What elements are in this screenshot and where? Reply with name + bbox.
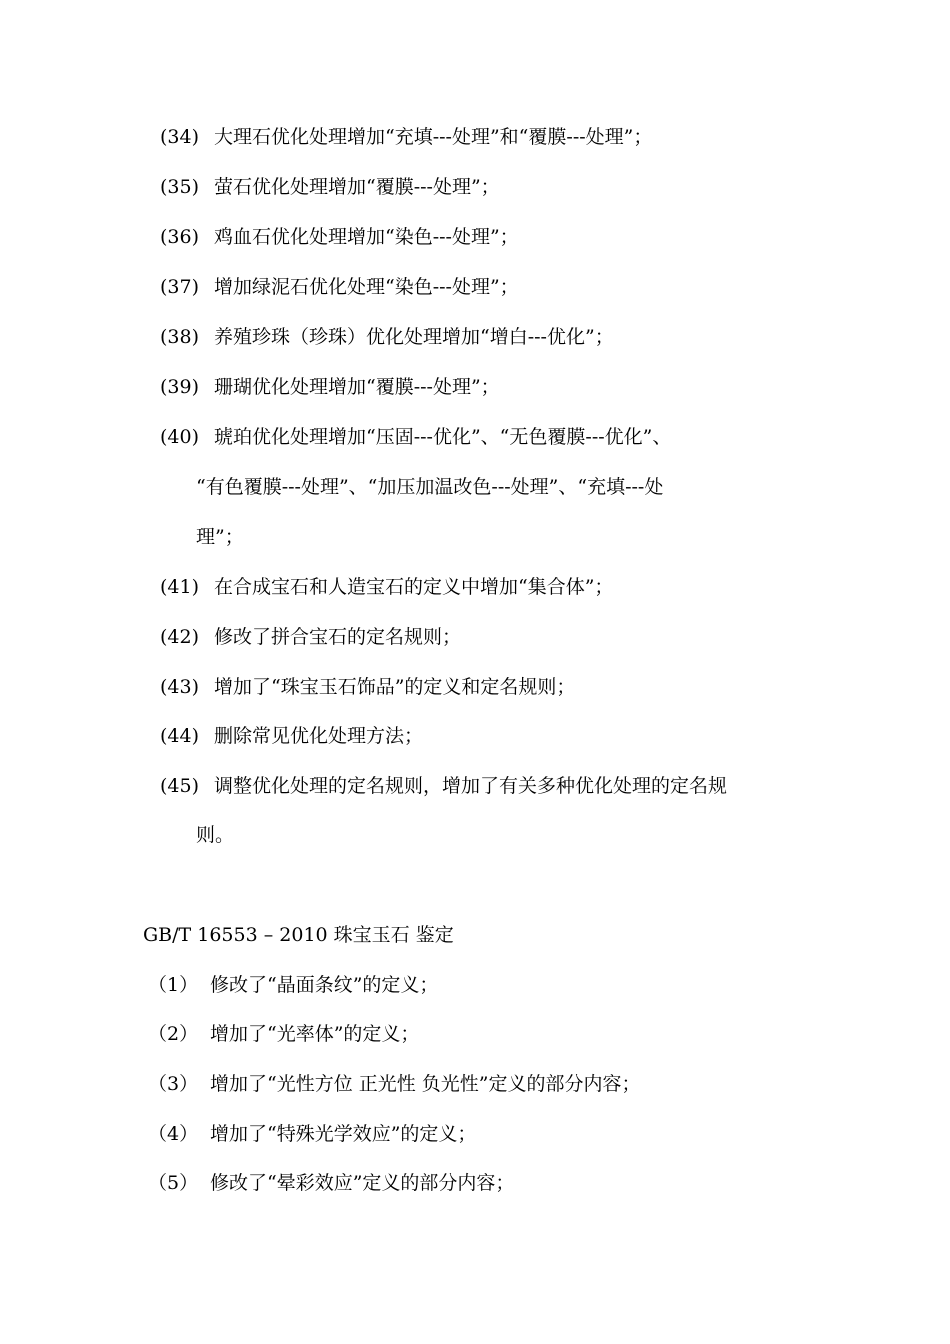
item-number: (38) bbox=[160, 326, 200, 348]
item-text: 修改了拼合宝石的定名规则； bbox=[214, 626, 462, 648]
item-number: (39) bbox=[160, 376, 200, 398]
item-number: （5） bbox=[148, 1172, 199, 1194]
list-item bbox=[148, 1170, 514, 1196]
item-text: 增加了“特殊光学效应”的定义； bbox=[210, 1123, 477, 1145]
item-number: (37) bbox=[160, 276, 200, 298]
item-number: （2） bbox=[148, 1023, 199, 1045]
item-number: (41) bbox=[160, 576, 200, 598]
item-text: 修改了“晕彩效应”定义的部分内容； bbox=[210, 1172, 515, 1194]
item-text: 增加了“光率体”的定义； bbox=[210, 1023, 420, 1045]
list-item bbox=[160, 374, 500, 400]
list-item bbox=[160, 723, 423, 749]
item-number: （1） bbox=[148, 974, 199, 996]
list-item bbox=[148, 972, 438, 998]
item-text: 删除常见优化处理方法； bbox=[214, 725, 424, 747]
item-text: 则。 bbox=[196, 824, 235, 846]
item-text: 增加了“光性方位 正光性 负光性”定义的部分内容； bbox=[210, 1073, 641, 1095]
item-text: 萤石优化处理增加“覆膜---处理”； bbox=[214, 176, 500, 198]
item-text: 理”； bbox=[196, 526, 244, 548]
list-item bbox=[160, 773, 727, 799]
list-item-continuation bbox=[196, 474, 663, 500]
item-text: 增加绿泥石优化处理“染色---处理”； bbox=[214, 276, 519, 298]
item-text: 养殖珍珠（珍珠）优化处理增加“增白---优化”； bbox=[214, 326, 614, 348]
item-number: (43) bbox=[160, 676, 200, 698]
item-text: 珊瑚优化处理增加“覆膜---处理”； bbox=[214, 376, 500, 398]
item-number: （3） bbox=[148, 1073, 199, 1095]
item-text: 在合成宝石和人造宝石的定义中增加“集合体”； bbox=[214, 576, 614, 598]
list-item bbox=[160, 124, 652, 150]
list-item bbox=[148, 1071, 641, 1097]
list-item bbox=[160, 574, 613, 600]
item-text: 增加了“珠宝玉石饰品”的定义和定名规则； bbox=[214, 676, 576, 698]
list-item bbox=[148, 1121, 476, 1147]
item-number: （4） bbox=[148, 1123, 199, 1145]
list-item bbox=[160, 174, 500, 200]
list-item bbox=[148, 1021, 419, 1047]
list-item bbox=[160, 224, 519, 250]
item-number: (42) bbox=[160, 626, 200, 648]
item-number: (34) bbox=[160, 126, 200, 148]
item-number: (36) bbox=[160, 226, 200, 248]
item-text: 修改了“晶面条纹”的定义； bbox=[210, 974, 439, 996]
list-item bbox=[160, 624, 461, 650]
item-text: 琥珀优化处理增加“压固---优化”、“无色覆膜---优化”、 bbox=[214, 426, 672, 448]
item-text: 大理石优化处理增加“充填---处理”和“覆膜---处理”； bbox=[214, 126, 653, 148]
list-item-continuation bbox=[196, 524, 244, 550]
item-text: 调整优化处理的定名规则，增加了有关多种优化处理的定名规 bbox=[214, 775, 728, 797]
list-item-continuation bbox=[196, 822, 234, 848]
list-item bbox=[160, 424, 671, 450]
item-number: (40) bbox=[160, 426, 200, 448]
item-text: “有色覆膜---处理”、“加压加温改色---处理”、“充填---处 bbox=[196, 476, 664, 498]
list-item bbox=[160, 324, 614, 350]
item-number: (35) bbox=[160, 176, 200, 198]
item-number: (45) bbox=[160, 775, 200, 797]
item-number: (44) bbox=[160, 725, 200, 747]
item-text: 鸡血石优化处理增加“染色---处理”； bbox=[214, 226, 519, 248]
list-item bbox=[160, 274, 519, 300]
section-title: GB/T 16553 – 2010 珠宝玉石 鉴定 bbox=[143, 924, 454, 946]
list-item bbox=[160, 674, 575, 700]
